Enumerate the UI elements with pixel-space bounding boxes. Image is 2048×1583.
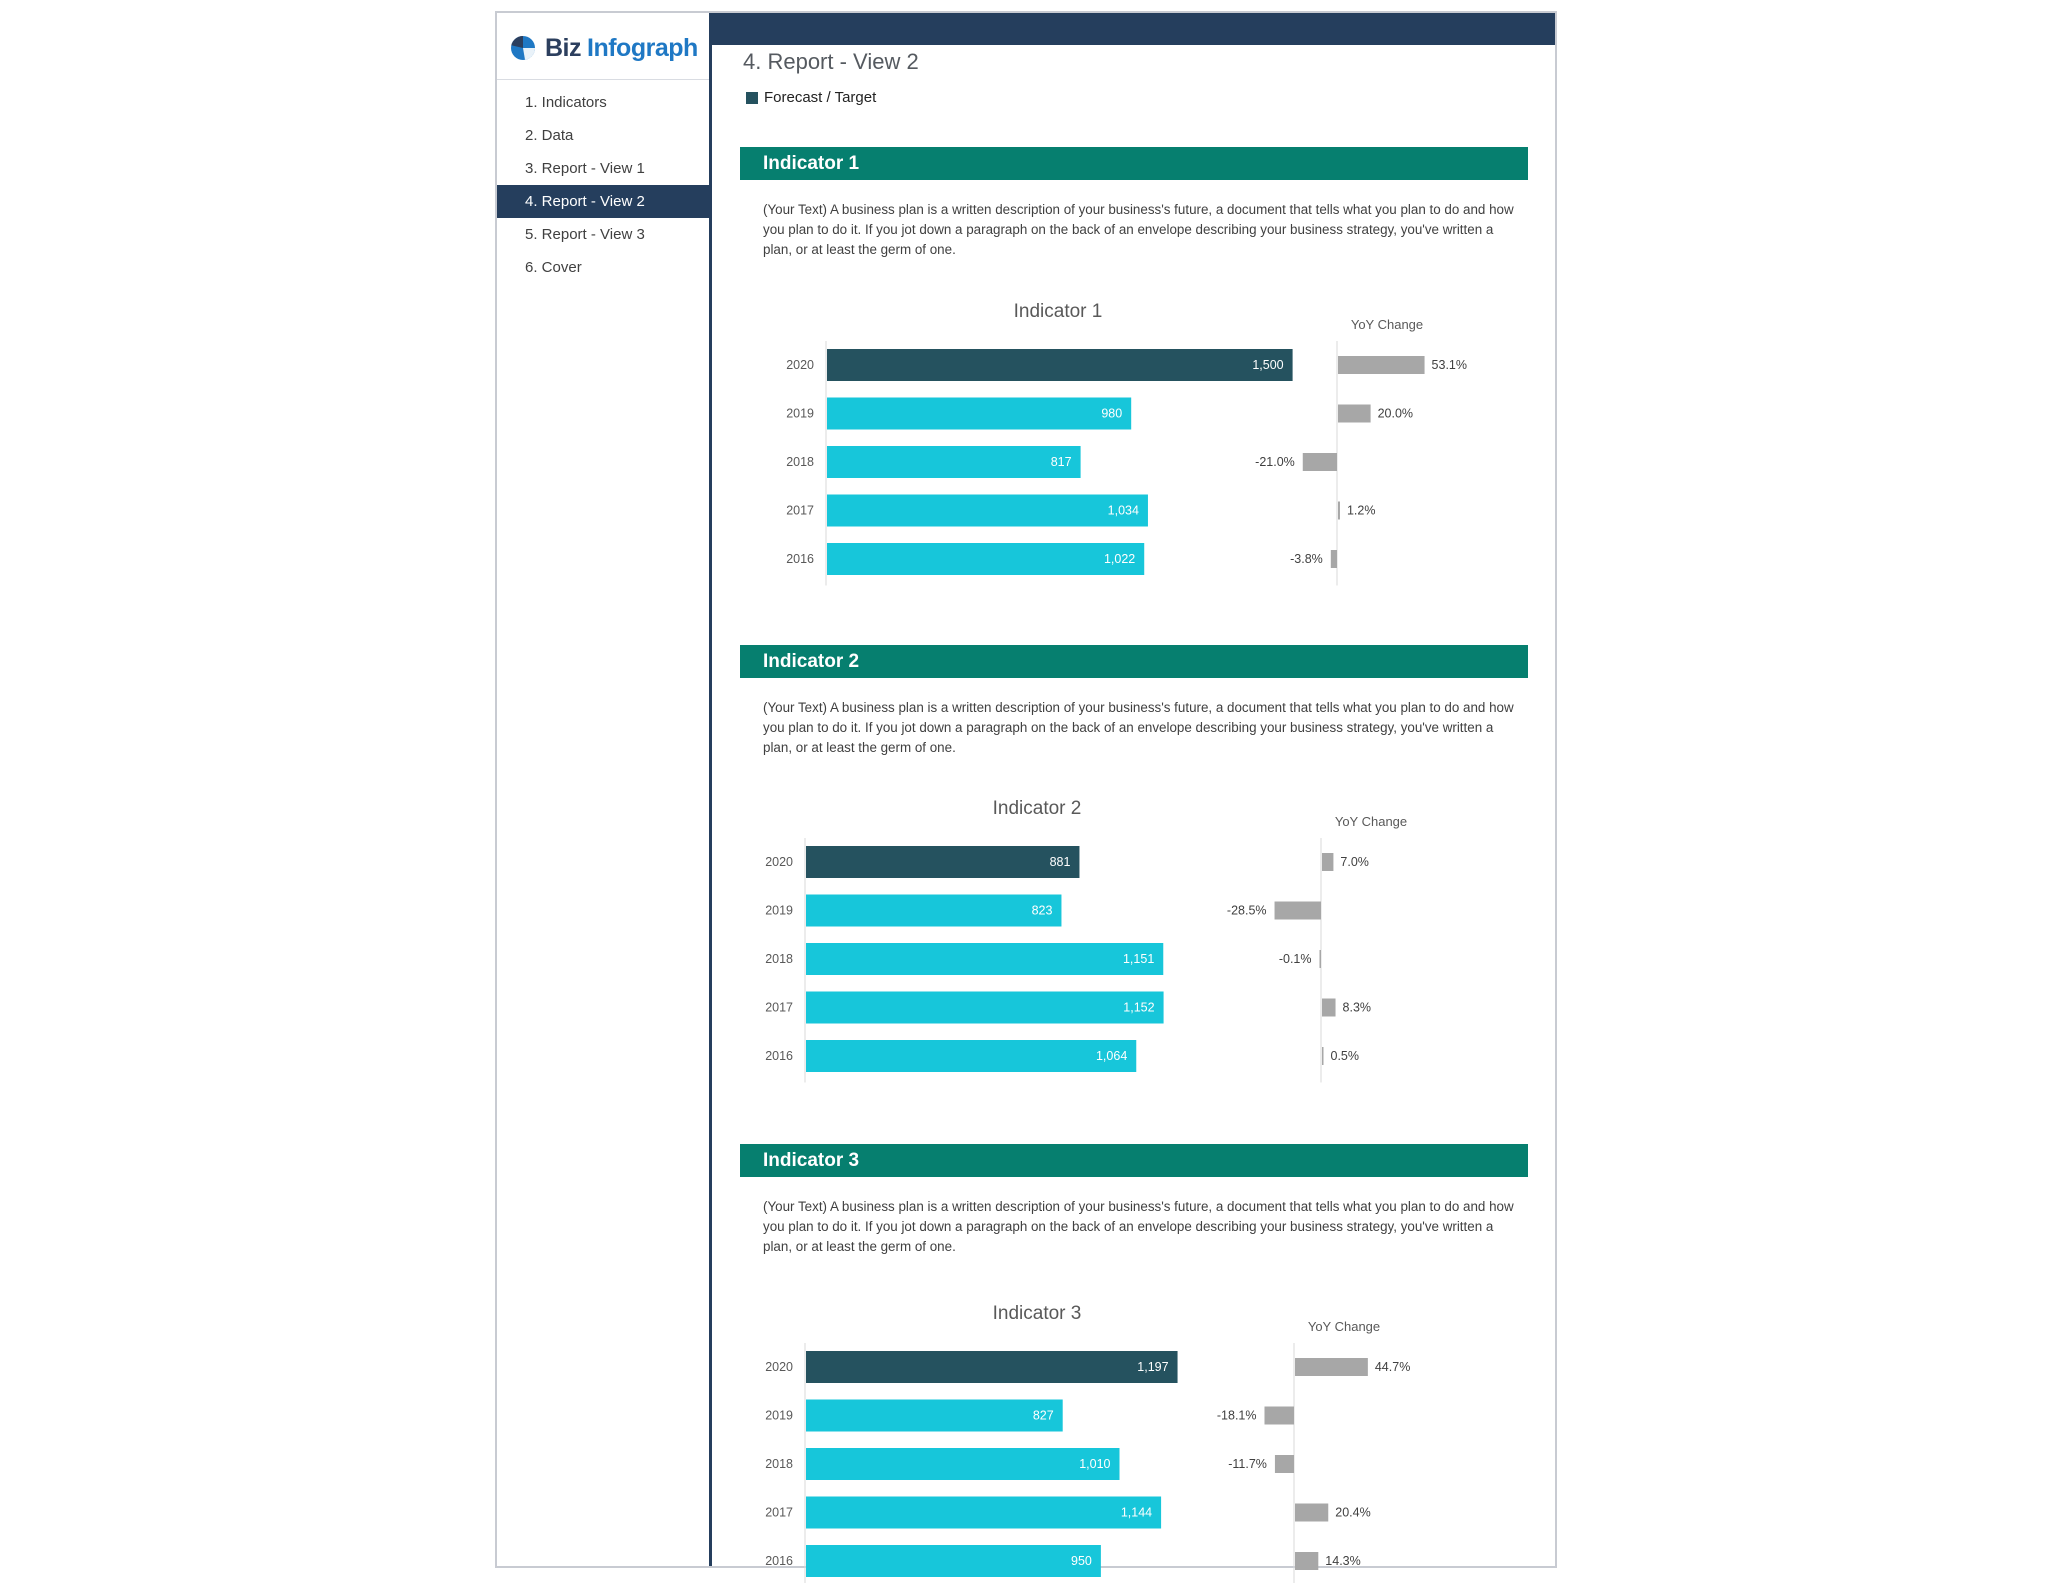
value-label: 1,034 <box>1107 503 1139 518</box>
yoy-title: YoY Change <box>1334 814 1408 829</box>
value-label: 817 <box>1050 455 1072 469</box>
yoy-bar <box>1322 853 1333 871</box>
logo-biz-text: Biz <box>545 33 581 62</box>
value-label: 1,197 <box>1137 1360 1169 1374</box>
yoy-label: -0.1% <box>1278 952 1312 966</box>
chart-indicator-2 <box>497 783 1557 1083</box>
year-label: 2017 <box>786 503 814 518</box>
value-label: 1,152 <box>1123 1000 1155 1015</box>
value-label: 1,022 <box>1103 552 1136 566</box>
chart-indicator-1 <box>497 286 1557 586</box>
yoy-bar <box>1275 902 1321 920</box>
yoy-label: -3.8% <box>1290 552 1323 566</box>
year-label: 2018 <box>765 952 793 966</box>
value-bar <box>806 846 1079 878</box>
value-bar <box>806 1040 1136 1072</box>
yoy-label: -28.5% <box>1226 903 1267 918</box>
nav-item-report-view-1[interactable]: 3. Report - View 1 <box>525 160 645 177</box>
section-header-indicator-1: Indicator 1 <box>740 147 1528 180</box>
value-bar <box>806 1545 1101 1577</box>
yoy-bar <box>1264 1407 1294 1425</box>
value-label: 823 <box>1031 903 1053 918</box>
yoy-label: 0.5% <box>1330 1049 1359 1063</box>
yoy-bar <box>1295 1358 1368 1376</box>
year-label: 2020 <box>765 855 793 869</box>
value-bar <box>827 446 1081 478</box>
yoy-label: 7.0% <box>1340 855 1369 869</box>
year-label: 2016 <box>765 1049 793 1063</box>
value-bar <box>806 943 1163 975</box>
year-label: 2019 <box>786 406 814 421</box>
yoy-label: 20.4% <box>1335 1505 1371 1520</box>
nav-item-cover[interactable]: 6. Cover <box>525 259 582 276</box>
value-label: 1,064 <box>1095 1049 1128 1063</box>
value-bar <box>806 1448 1120 1480</box>
yoy-bar <box>1338 502 1340 520</box>
value-label: 980 <box>1101 406 1123 421</box>
yoy-label: -21.0% <box>1255 455 1295 469</box>
year-label: 2018 <box>786 455 814 469</box>
value-label: 881 <box>1049 855 1071 869</box>
yoy-label: 44.7% <box>1374 1360 1411 1374</box>
yoy-bar <box>1331 550 1337 568</box>
chart-title: Indicator 2 <box>992 798 1082 819</box>
value-bar <box>806 1497 1161 1529</box>
year-label: 2017 <box>765 1505 793 1520</box>
value-bar <box>827 398 1131 430</box>
value-label: 1,144 <box>1120 1505 1153 1520</box>
yoy-bar <box>1338 405 1371 423</box>
value-bar <box>806 1351 1178 1383</box>
section-header-indicator-3: Indicator 3 <box>740 1144 1528 1177</box>
section-text-indicator-3: (Your Text) A business plan is a written description of your business's future, a document that tells what you plan to do and how you plan to do it. If you jot down a paragraph on the back of an envelope describing your business strategy, you've written a plan, or at least the germ of one. <box>763 1199 1514 1254</box>
nav-item-report-view-2[interactable]: 4. Report - View 2 <box>497 185 709 218</box>
yoy-label: -11.7% <box>1228 1457 1267 1471</box>
app-logo[interactable] <box>509 30 698 66</box>
yoy-bar <box>1322 1047 1324 1065</box>
value-label: 1,010 <box>1079 1457 1111 1471</box>
yoy-bar <box>1322 999 1336 1017</box>
value-bar <box>827 495 1148 527</box>
value-bar <box>806 992 1164 1024</box>
value-bar <box>806 895 1061 927</box>
logo-infograph-text: Infograph <box>587 33 698 62</box>
chart-title: Indicator 1 <box>1013 301 1103 322</box>
year-label: 2016 <box>765 1554 793 1568</box>
nav-item-report-view-3[interactable]: 5. Report - View 3 <box>525 226 645 243</box>
yoy-label: -18.1% <box>1216 1408 1257 1423</box>
chart-title: Indicator 3 <box>992 1303 1082 1324</box>
year-label: 2017 <box>765 1000 793 1015</box>
year-label: 2019 <box>765 903 793 918</box>
sidebar-nav <box>497 86 709 284</box>
pie-chart-logo-icon <box>509 34 537 62</box>
nav-item-indicators[interactable]: 1. Indicators <box>525 94 607 111</box>
legend <box>746 89 876 106</box>
yoy-label: 8.3% <box>1342 1000 1372 1015</box>
value-label: 1,151 <box>1122 952 1155 966</box>
yoy-bar <box>1320 950 1322 968</box>
year-label: 2020 <box>765 1360 793 1374</box>
top-bar <box>712 13 1555 45</box>
section-text-indicator-2: (Your Text) A business plan is a written description of your business's future, a document that tells what you plan to do and how you plan to do it. If you jot down a paragraph on the back of an envelope describing your business strategy, you've written a plan, or at least the germ of one. <box>763 700 1514 755</box>
year-label: 2018 <box>765 1457 793 1471</box>
value-label: 950 <box>1071 1554 1092 1568</box>
yoy-label: 14.3% <box>1325 1554 1361 1568</box>
yoy-label: 1.2% <box>1346 503 1376 518</box>
legend-label: Forecast / Target <box>764 89 877 106</box>
value-bar <box>827 543 1144 575</box>
value-bar <box>827 349 1293 381</box>
section-header-indicator-2: Indicator 2 <box>740 645 1528 678</box>
yoy-bar <box>1338 356 1425 374</box>
yoy-label: 53.1% <box>1431 358 1468 372</box>
year-label: 2016 <box>786 552 814 566</box>
chart-indicator-3 <box>497 1283 1557 1583</box>
year-label: 2020 <box>786 358 814 372</box>
yoy-bar <box>1275 1455 1294 1473</box>
page-title: 4. Report - View 2 <box>743 49 919 74</box>
yoy-bar <box>1303 453 1337 471</box>
section-text-indicator-1: (Your Text) A business plan is a written description of your business's future, a document that tells what you plan to do and how you plan to do it. If you jot down a paragraph on the back of an envelope describing your business strategy, you've written a plan, or at least the germ of one. <box>763 202 1514 257</box>
nav-item-data[interactable]: 2. Data <box>525 127 574 144</box>
value-label: 827 <box>1032 1408 1054 1423</box>
value-bar <box>806 1400 1063 1432</box>
yoy-title: YoY Change <box>1307 1319 1381 1334</box>
report-window <box>495 11 1557 1568</box>
legend-swatch <box>746 92 758 104</box>
yoy-bar <box>1295 1552 1318 1570</box>
yoy-title: YoY Change <box>1350 317 1424 332</box>
yoy-bar <box>1295 1504 1328 1522</box>
yoy-label: 20.0% <box>1377 406 1414 421</box>
logo-divider <box>497 79 709 80</box>
value-label: 1,500 <box>1252 358 1284 372</box>
year-label: 2019 <box>765 1408 793 1423</box>
